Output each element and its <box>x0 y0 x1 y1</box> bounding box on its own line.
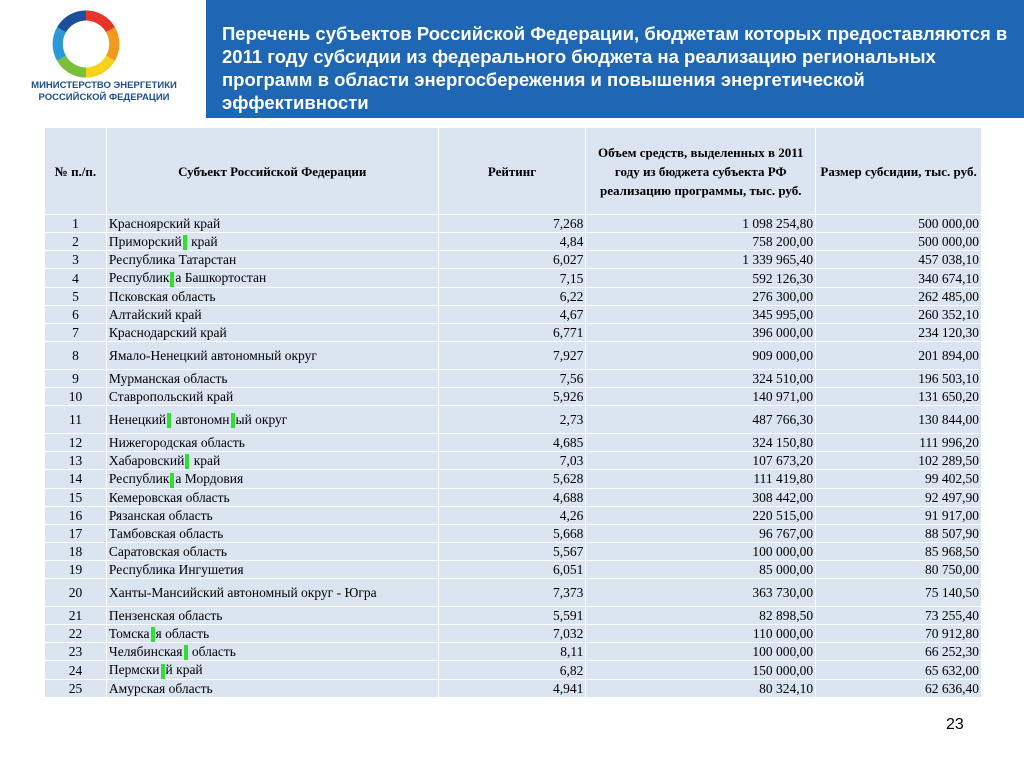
row-number: 14 <box>45 470 107 488</box>
subject-name: Томска я область <box>106 624 438 642</box>
subject-name: Пензенская область <box>106 606 438 624</box>
subsidy-value: 457 038,10 <box>816 251 982 269</box>
rating-value: 4,688 <box>438 488 586 506</box>
rating-value: 6,051 <box>438 560 586 578</box>
table-row <box>45 679 982 697</box>
table-row <box>45 369 982 387</box>
table-row <box>45 606 982 624</box>
subsidy-value: 130 844,00 <box>816 405 982 433</box>
rating-value: 4,84 <box>438 233 586 251</box>
row-number: 5 <box>45 287 107 305</box>
subsidy-value: 340 674,10 <box>816 269 982 287</box>
subject-name: Алтайский край <box>106 305 438 323</box>
subsidy-value: 260 352,10 <box>816 305 982 323</box>
table-row <box>45 643 982 661</box>
text-marker <box>185 454 189 469</box>
row-number: 23 <box>45 643 107 661</box>
regional-funds-value: 96 767,00 <box>586 524 816 542</box>
table-row <box>45 251 982 269</box>
text-marker <box>231 413 235 428</box>
subject-name: Мурманская область <box>106 369 438 387</box>
subsidy-value: 66 252,30 <box>816 643 982 661</box>
rating-value: 7,373 <box>438 578 586 606</box>
subsidy-value: 85 968,50 <box>816 542 982 560</box>
row-number: 12 <box>45 433 107 451</box>
rating-value: 4,685 <box>438 433 586 451</box>
subject-name: Приморский край <box>106 233 438 251</box>
subsidy-value: 92 497,90 <box>816 488 982 506</box>
rating-value: 5,628 <box>438 470 586 488</box>
regional-funds-value: 345 995,00 <box>586 305 816 323</box>
rating-value: 6,771 <box>438 323 586 341</box>
rating-value: 8,11 <box>438 643 586 661</box>
table-row <box>45 451 982 469</box>
regional-funds-value: 80 324,10 <box>586 679 816 697</box>
table-row <box>45 542 982 560</box>
text-marker <box>183 235 187 250</box>
table-row <box>45 405 982 433</box>
page-title: Перечень субъектов Российской Федерации, бюджетам которых предоставляются в 2011 году субсидии из федерального бюджета на реализацию региональных программ в области энергосбережения и повышения энергетической эффективности <box>222 23 1008 113</box>
regional-funds-value: 140 971,00 <box>586 387 816 405</box>
subject-name: Ненецкий автономн ый округ <box>106 405 438 433</box>
regional-funds-value: 276 300,00 <box>586 287 816 305</box>
page-number: 23 <box>946 716 964 733</box>
regional-funds-value: 85 000,00 <box>586 560 816 578</box>
table-row <box>45 506 982 524</box>
column-header-number: № п./п. <box>45 128 107 215</box>
rating-value: 7,03 <box>438 451 586 469</box>
regional-funds-value: 308 442,00 <box>586 488 816 506</box>
ministry-name-line2: РОССИЙСКОЙ ФЕДЕРАЦИИ <box>38 92 170 103</box>
text-marker <box>161 664 165 679</box>
column-header-subject: Субъект Российской Федерации <box>106 128 438 215</box>
regional-funds-value: 396 000,00 <box>586 323 816 341</box>
rating-value: 4,67 <box>438 305 586 323</box>
table-header-row <box>45 128 982 215</box>
row-number: 15 <box>45 488 107 506</box>
regional-funds-value: 592 126,30 <box>586 269 816 287</box>
row-number: 24 <box>45 661 107 679</box>
subject-name: Псковская область <box>106 287 438 305</box>
rating-value: 2,73 <box>438 405 586 433</box>
subsidy-table <box>44 127 982 698</box>
subsidy-value: 262 485,00 <box>816 287 982 305</box>
subsidy-value: 75 140,50 <box>816 578 982 606</box>
regional-funds-value: 758 200,00 <box>586 233 816 251</box>
row-number: 17 <box>45 524 107 542</box>
text-marker <box>170 473 174 488</box>
row-number: 13 <box>45 451 107 469</box>
subsidy-value: 91 917,00 <box>816 506 982 524</box>
table-row <box>45 269 982 287</box>
subject-name: Хабаровский край <box>106 451 438 469</box>
subject-name: Республика Татарстан <box>106 251 438 269</box>
subject-name: Саратовская область <box>106 542 438 560</box>
rating-value: 5,926 <box>438 387 586 405</box>
subsidy-value: 99 402,50 <box>816 470 982 488</box>
table-body <box>45 215 982 698</box>
row-number: 6 <box>45 305 107 323</box>
table-row <box>45 560 982 578</box>
table-row <box>45 433 982 451</box>
row-number: 8 <box>45 341 107 369</box>
regional-funds-value: 487 766,30 <box>586 405 816 433</box>
table-row <box>45 488 982 506</box>
subject-name: Амурская область <box>106 679 438 697</box>
subsidy-value: 88 507,90 <box>816 524 982 542</box>
row-number: 1 <box>45 215 107 233</box>
text-marker <box>151 627 155 642</box>
regional-funds-value: 1 339 965,40 <box>586 251 816 269</box>
ministry-name <box>4 80 204 104</box>
rating-value: 7,927 <box>438 341 586 369</box>
subject-name: Республик а Башкортостан <box>106 269 438 287</box>
table-row <box>45 215 982 233</box>
subject-name: Республика Ингушетия <box>106 560 438 578</box>
regional-funds-value: 100 000,00 <box>586 542 816 560</box>
regional-funds-value: 909 000,00 <box>586 341 816 369</box>
rating-value: 6,22 <box>438 287 586 305</box>
column-header-subsidy: Размер субсидии, тыс. руб. <box>816 128 982 215</box>
subject-name: Тамбовская область <box>106 524 438 542</box>
row-number: 19 <box>45 560 107 578</box>
regional-funds-value: 111 419,80 <box>586 470 816 488</box>
row-number: 11 <box>45 405 107 433</box>
subsidy-value: 73 255,40 <box>816 606 982 624</box>
regional-funds-value: 82 898,50 <box>586 606 816 624</box>
rating-value: 7,15 <box>438 269 586 287</box>
rating-value: 6,027 <box>438 251 586 269</box>
column-header-rating: Рейтинг <box>438 128 586 215</box>
regional-funds-value: 100 000,00 <box>586 643 816 661</box>
table-row <box>45 624 982 642</box>
table-row <box>45 387 982 405</box>
rating-value: 4,941 <box>438 679 586 697</box>
table-row <box>45 470 982 488</box>
rating-value: 7,032 <box>438 624 586 642</box>
rating-value: 6,82 <box>438 661 586 679</box>
regional-funds-value: 324 150,80 <box>586 433 816 451</box>
row-number: 25 <box>45 679 107 697</box>
subsidy-value: 196 503,10 <box>816 369 982 387</box>
row-number: 20 <box>45 578 107 606</box>
regional-funds-value: 110 000,00 <box>586 624 816 642</box>
row-number: 16 <box>45 506 107 524</box>
row-number: 9 <box>45 369 107 387</box>
regional-funds-value: 107 673,20 <box>586 451 816 469</box>
logo-area <box>0 0 206 118</box>
rating-value: 5,567 <box>438 542 586 560</box>
rating-value: 7,268 <box>438 215 586 233</box>
row-number: 22 <box>45 624 107 642</box>
row-number: 10 <box>45 387 107 405</box>
subject-name: Пермски й край <box>106 661 438 679</box>
table-row <box>45 524 982 542</box>
table-row <box>45 233 982 251</box>
subject-name: Челябинская область <box>106 643 438 661</box>
row-number: 2 <box>45 233 107 251</box>
subject-name: Рязанская область <box>106 506 438 524</box>
column-header-regional-funds: Объем средств, выделенных в 2011 году из бюджета субъекта РФ реализацию программы, тыс. руб. <box>586 128 816 215</box>
subject-name: Красноярский край <box>106 215 438 233</box>
row-number: 4 <box>45 269 107 287</box>
table-row <box>45 305 982 323</box>
regional-funds-value: 1 098 254,80 <box>586 215 816 233</box>
subsidy-value: 62 636,40 <box>816 679 982 697</box>
row-number: 21 <box>45 606 107 624</box>
subsidy-value: 102 289,50 <box>816 451 982 469</box>
subsidy-value: 65 632,00 <box>816 661 982 679</box>
table-row <box>45 323 982 341</box>
subject-name: Кемеровская область <box>106 488 438 506</box>
table-row <box>45 341 982 369</box>
table-row <box>45 287 982 305</box>
row-number: 7 <box>45 323 107 341</box>
subsidy-value: 234 120,30 <box>816 323 982 341</box>
regional-funds-value: 220 515,00 <box>586 506 816 524</box>
rating-value: 5,591 <box>438 606 586 624</box>
subsidy-value: 500 000,00 <box>816 215 982 233</box>
subsidy-value: 201 894,00 <box>816 341 982 369</box>
subject-name: Республик а Мордовия <box>106 470 438 488</box>
text-marker <box>184 645 188 660</box>
subject-name: Краснодарский край <box>106 323 438 341</box>
subject-name: Ставропольский край <box>106 387 438 405</box>
table-row <box>45 661 982 679</box>
regional-funds-value: 150 000,00 <box>586 661 816 679</box>
rating-value: 7,56 <box>438 369 586 387</box>
text-marker <box>170 272 174 287</box>
ministry-name-line1: МИНИСТЕРСТВО ЭНЕРГЕТИКИ <box>31 80 177 91</box>
subject-name: Нижегородская область <box>106 433 438 451</box>
subsidy-value: 70 912,80 <box>816 624 982 642</box>
table-row <box>45 578 982 606</box>
regional-funds-value: 363 730,00 <box>586 578 816 606</box>
row-number: 3 <box>45 251 107 269</box>
subsidy-value: 111 996,20 <box>816 433 982 451</box>
rating-value: 4,26 <box>438 506 586 524</box>
regional-funds-value: 324 510,00 <box>586 369 816 387</box>
subsidy-value: 131 650,20 <box>816 387 982 405</box>
subject-name: Ханты-Мансийский автономный округ - Югра <box>106 578 438 606</box>
ministry-logo-icon <box>52 10 120 78</box>
subsidy-value: 80 750,00 <box>816 560 982 578</box>
subject-name: Ямало-Ненецкий автономный округ <box>106 341 438 369</box>
rating-value: 5,668 <box>438 524 586 542</box>
text-marker <box>167 413 171 428</box>
row-number: 18 <box>45 542 107 560</box>
subsidy-value: 500 000,00 <box>816 233 982 251</box>
header-banner <box>206 0 1024 118</box>
